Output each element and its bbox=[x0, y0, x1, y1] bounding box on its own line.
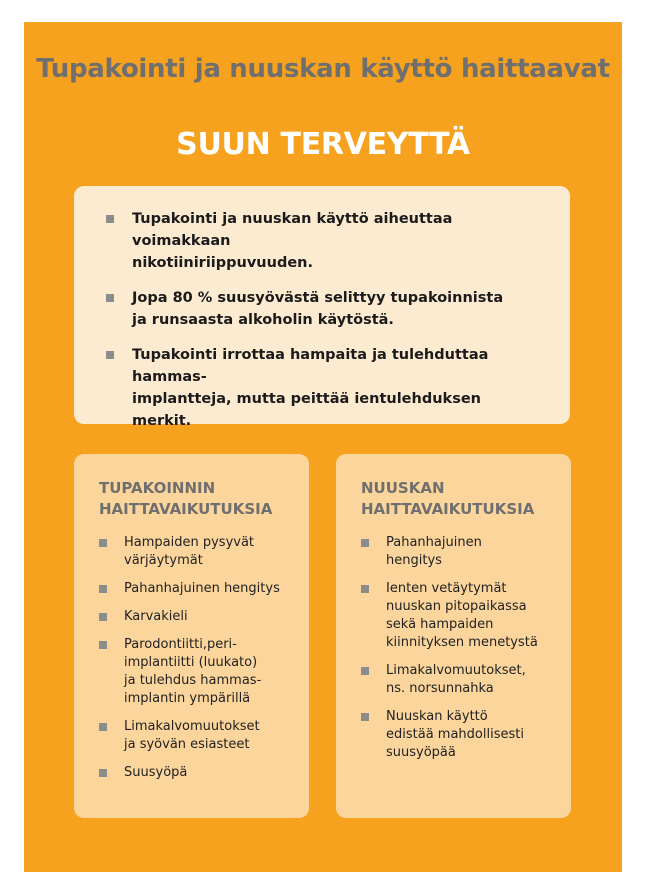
bullet-square-icon bbox=[106, 294, 114, 302]
list-item-text: Parodontiitti,peri- implantiitti (luukato) ja tulehdus hammas- implantin ympärillä bbox=[124, 637, 262, 706]
bullet-square-icon bbox=[99, 723, 107, 731]
list-item-text: Limakalvomuutokset, ns. norsunnahka bbox=[386, 663, 526, 696]
bullet-square-icon bbox=[99, 539, 107, 547]
key-point-text: Jopa 80 % suusyövästä selittyy tupakoinnista ja runsaasta alkoholin käytöstä. bbox=[132, 290, 504, 328]
key-point-text: Tupakointi irrottaa hampaita ja tulehduttaa hammas- implantteja, mutta peittää ientulehduksen merkit. bbox=[132, 347, 489, 429]
key-point bbox=[104, 287, 544, 331]
list-item bbox=[361, 708, 561, 762]
list-item-text: Ienten vetäytymät nuuskan pitopaikassa sekä hampaiden kiinnityksen menetystä bbox=[386, 581, 538, 650]
bullet-square-icon bbox=[99, 613, 107, 621]
poster bbox=[24, 22, 622, 872]
list-item bbox=[99, 608, 299, 626]
bullet-square-icon bbox=[99, 769, 107, 777]
list-item bbox=[99, 534, 299, 570]
snus-effects-heading: NUUSKAN HAITTAVAIKUTUKSIA bbox=[361, 479, 535, 518]
list-item-text: Suusyöpä bbox=[124, 765, 188, 780]
list-item bbox=[99, 718, 299, 754]
smoking-effects-list bbox=[99, 534, 299, 792]
poster-title: Tupakointi ja nuuskan käyttö haittaavat bbox=[36, 54, 610, 84]
bullet-square-icon bbox=[99, 585, 107, 593]
bullet-square-icon bbox=[361, 539, 369, 547]
list-item bbox=[361, 534, 561, 570]
bullet-square-icon bbox=[361, 713, 369, 721]
snus-effects-list bbox=[361, 534, 561, 772]
key-point-text: Tupakointi ja nuuskan käyttö aiheuttaa voimakkaan nikotiiniriippuvuuden. bbox=[132, 211, 453, 271]
bullet-square-icon bbox=[99, 641, 107, 649]
bullet-square-icon bbox=[106, 215, 114, 223]
list-item bbox=[99, 636, 299, 708]
poster-headline: SUUN TERVEYTTÄ bbox=[176, 127, 470, 162]
key-point bbox=[104, 344, 544, 432]
list-item-text: Limakalvomuutokset ja syövän esiasteet bbox=[124, 719, 260, 752]
list-item bbox=[99, 764, 299, 782]
list-item bbox=[361, 580, 561, 652]
list-item bbox=[361, 662, 561, 698]
list-item-text: Pahanhajuinen hengitys bbox=[386, 535, 482, 568]
list-item-text: Nuuskan käyttö edistää mahdollisesti suusyöpää bbox=[386, 709, 524, 760]
bullet-square-icon bbox=[106, 351, 114, 359]
key-point bbox=[104, 208, 544, 274]
list-item-text: Pahanhajuinen hengitys bbox=[124, 581, 280, 596]
list-item-text: Karvakieli bbox=[124, 609, 188, 624]
key-points-box bbox=[74, 186, 570, 429]
bullet-square-icon bbox=[361, 585, 369, 593]
list-item bbox=[99, 580, 299, 598]
key-points-list bbox=[104, 208, 544, 445]
smoking-effects-heading: TUPAKOINNIN HAITTAVAIKUTUKSIA bbox=[99, 479, 273, 518]
smoking-effects-box bbox=[74, 454, 309, 818]
snus-effects-box bbox=[336, 454, 571, 818]
list-item-text: Hampaiden pysyvät värjäytymät bbox=[124, 535, 255, 568]
bullet-square-icon bbox=[361, 667, 369, 675]
